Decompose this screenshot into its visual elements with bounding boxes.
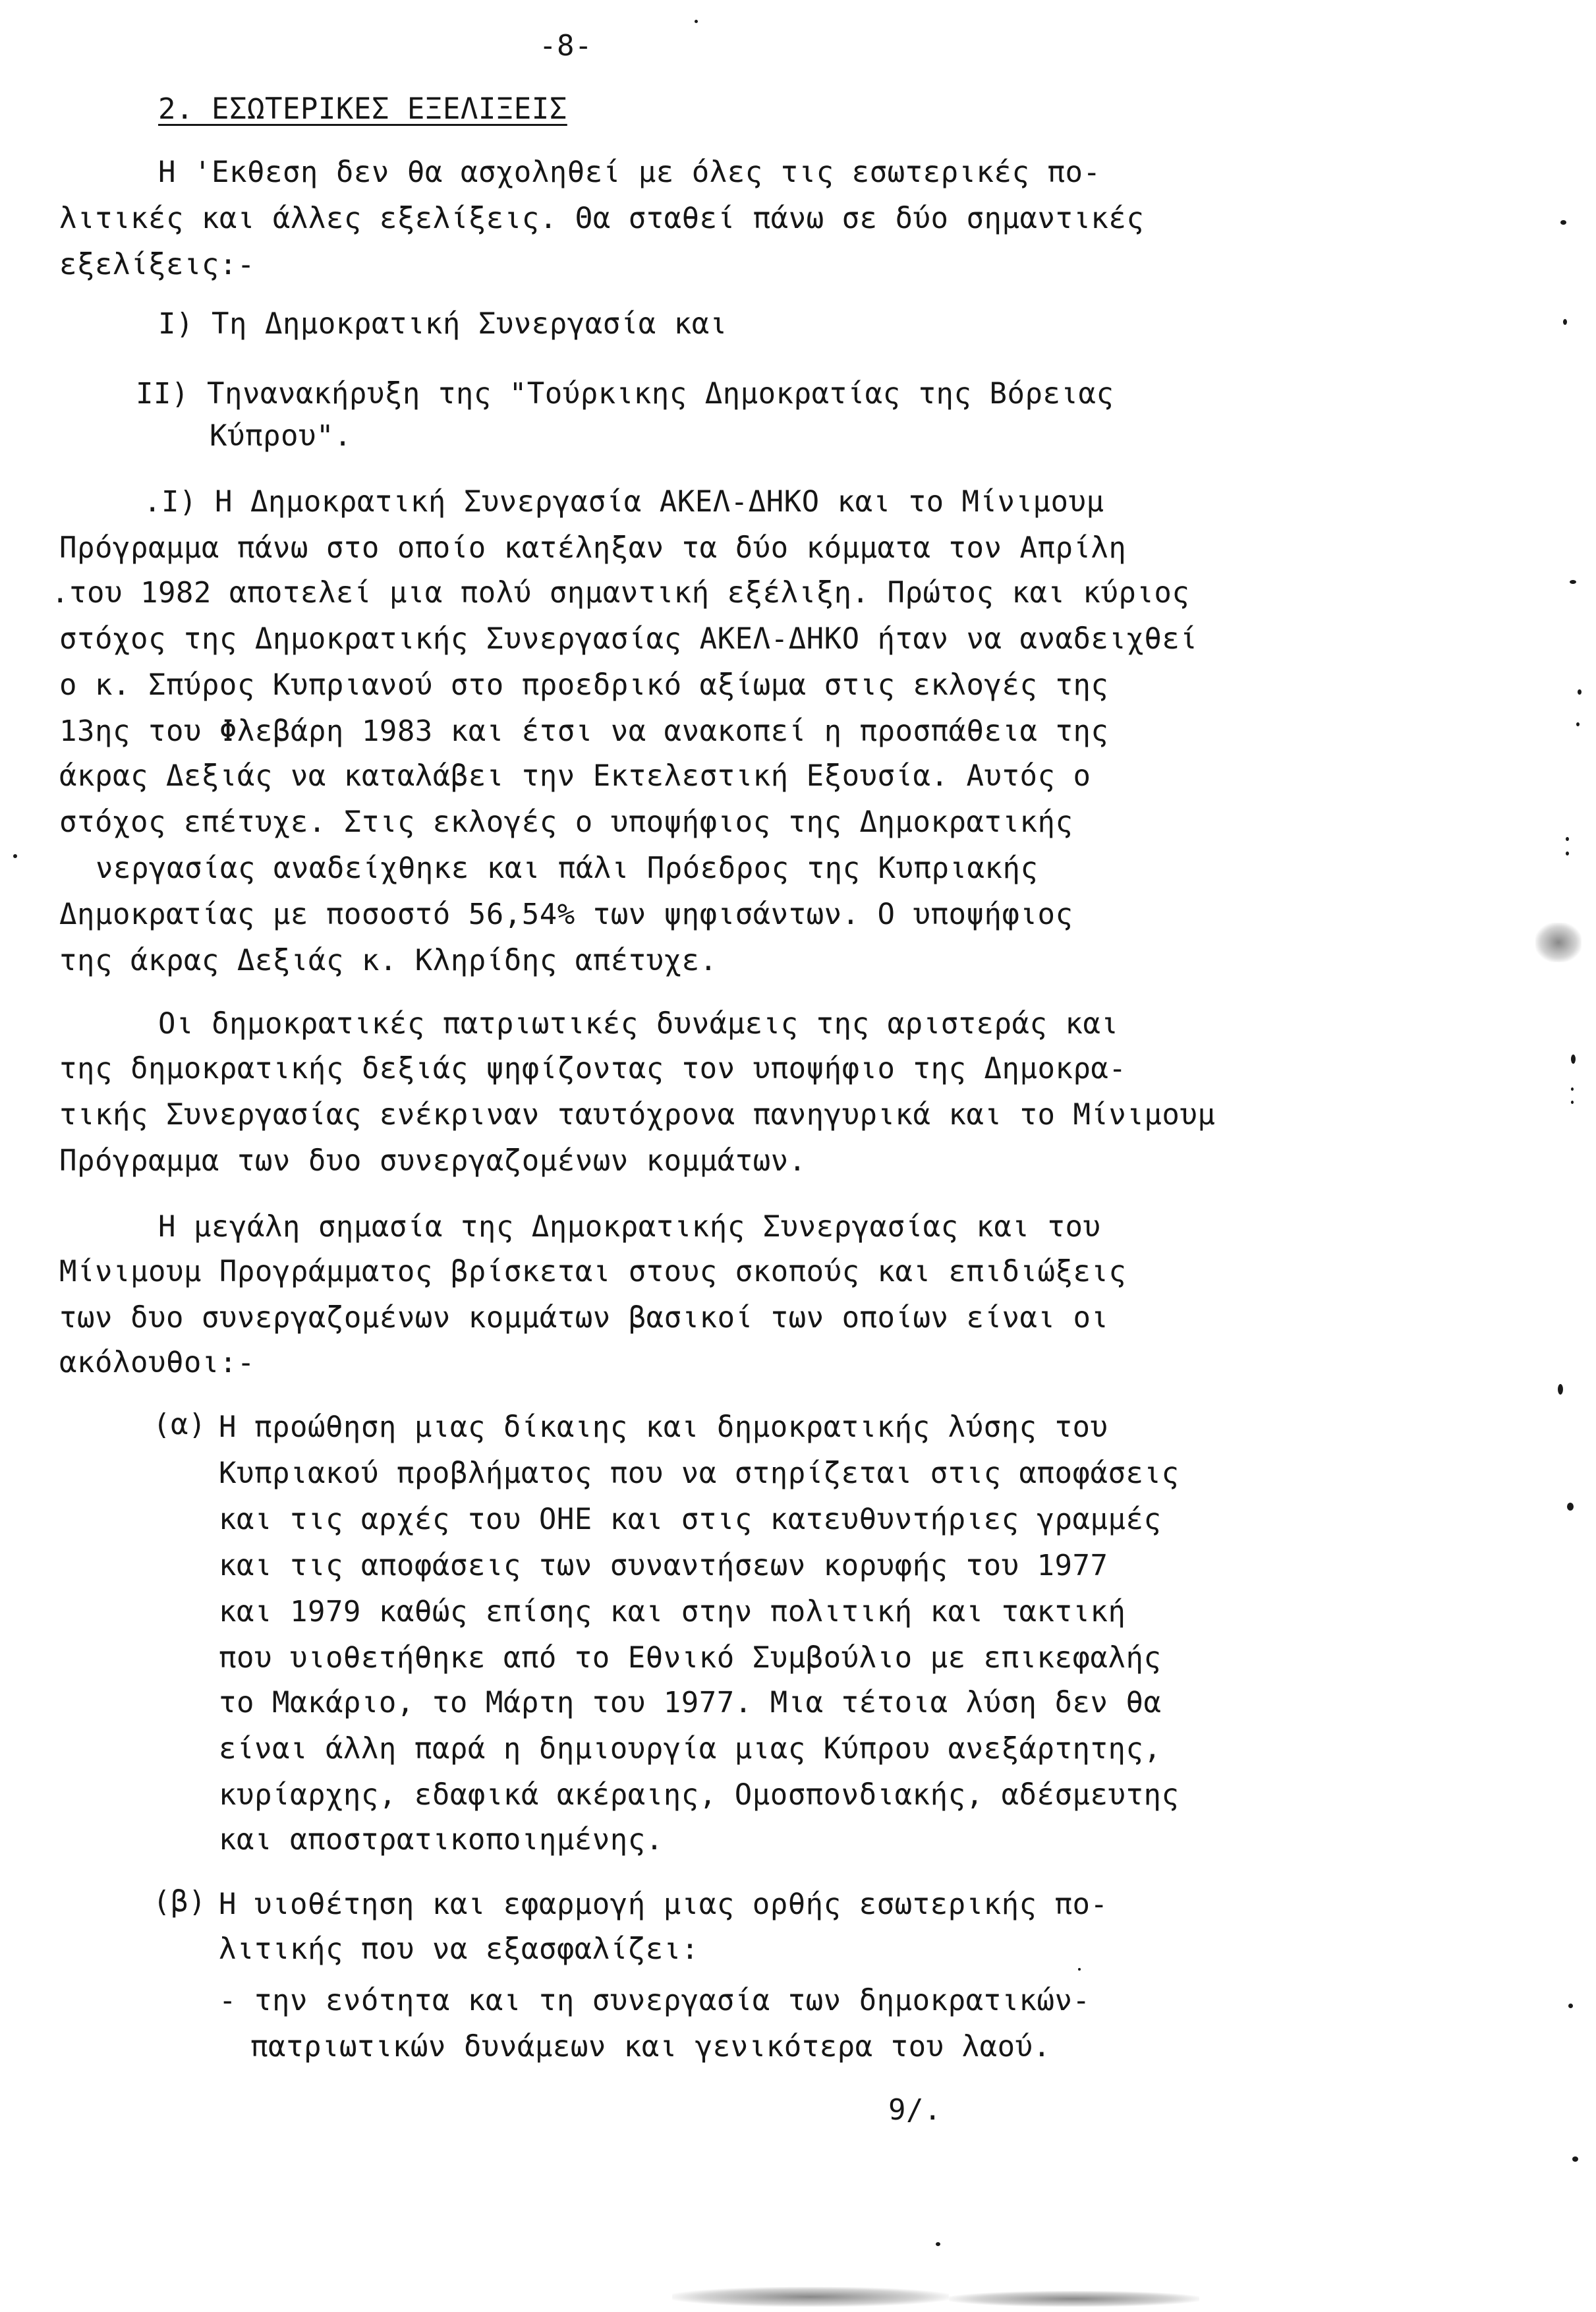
text-line: Η μεγάλη σημασία της Δημοκρατικής Συνεργασίας και του (158, 1210, 1101, 1244)
scan-speck (13, 854, 17, 858)
text-line: Οι δημοκρατικές πατριωτικές δυνάμεις της αριστεράς και (158, 1007, 1119, 1041)
scan-speck (1558, 1384, 1563, 1395)
topic-item: II) Τηνανακήρυξη της "Τούρκικης Δημοκρατίας της Βόρειας (136, 377, 1114, 411)
text-line: τικής Συνεργασίας ενέκριναν ταυτόχρονα πανηγυρικά και το Μίνιμουμ (59, 1098, 1216, 1132)
text-line: Μίνιμουμ Προγράμματος βρίσκεται στους σκοπούς και επιδιώξεις (59, 1255, 1127, 1288)
scan-speck (695, 20, 698, 23)
scan-speck (1567, 1503, 1574, 1511)
text-line: Δημοκρατίας με ποσοστό 56,54% των ψηφισάντων. Ο υποψήφιος (59, 898, 1073, 931)
scan-speck (1571, 1087, 1574, 1091)
text-line: στόχος της Δημοκρατικής Συνεργασίας ΑΚΕΛ-ΔΗΚΟ ήταν να αναδειχθεί (59, 622, 1198, 656)
list-item-line: Κυπριακού προβλήματος που να στηρίζεται στις αποφάσεις (219, 1457, 1180, 1490)
list-marker: (β) (153, 1885, 206, 1919)
text-line: Η 'Εκθεση δεν θα ασχοληθεί με όλες τις εσωτερικές πο- (158, 156, 1101, 189)
text-line: της άκρας Δεξιάς κ. Κληρίδης απέτυχε. (59, 944, 718, 977)
section-heading: 2. ΕΣΩΤΕΡΙΚΕΣ ΕΞΕΛΙΞΕΙΣ (158, 92, 567, 126)
scan-speck (1563, 319, 1567, 325)
topic-item: I) Τη Δημοκρατική Συνεργασία και (158, 307, 727, 341)
sub-item-line: - την ενότητα και τη συνεργασία των δημοκρατικών- (219, 1984, 1091, 2017)
list-item-line: το Μακάριο, το Μάρτη του 1977. Μια τέτοια λύση δεν θα (219, 1686, 1162, 1720)
scan-speck (1576, 722, 1580, 726)
page-number: -8- (539, 29, 592, 63)
scan-speck (936, 2242, 940, 2246)
text-line: της δημοκρατικής δεξιάς ψηφίζοντας τον υποψήφιο της Δημοκρα- (59, 1052, 1127, 1085)
scan-speck (1578, 689, 1582, 695)
list-item-line: Η προώθηση μιας δίκαιης και δημοκρατικής λύσης του (219, 1410, 1108, 1444)
scan-speck (1571, 1055, 1576, 1064)
list-item-line: και αποστρατικοποιημένης. (219, 1823, 664, 1857)
list-item-line: και 1979 καθώς επίσης και στην πολιτική και τακτική (219, 1595, 1126, 1629)
text-line: .I) Η Δημοκρατική Συνεργασία ΑΚΕΛ-ΔΗΚΟ και το Μίνιμουμ (144, 485, 1104, 519)
text-line: .του 1982 αποτελεί μια πολύ σημαντική εξέλιξη. Πρώτος και κύριος (51, 576, 1190, 610)
text-line: 13ης του Φλεβάρη 1983 και έτσι να ανακοπεί η προσπάθεια της (59, 714, 1109, 748)
list-item-line: λιτικής που να εξασφαλίζει: (219, 1932, 699, 1966)
scan-speck (1566, 852, 1569, 855)
text-line: λιτικές και άλλες εξελίξεις. Θα σταθεί πάνω σε δύο σημαντικές (59, 202, 1145, 235)
text-line: Πρόγραμμα των δυο συνεργαζομένων κομμάτων. (59, 1144, 807, 1178)
text-line: ακόλουθοι:- (59, 1346, 255, 1379)
list-item-line: είναι άλλη παρά η δημιουργία μιας Κύπρου ανεξάρτητης, (219, 1732, 1162, 1766)
text-line: των δυο συνεργαζομένων κομμάτων βασικοί των οποίων είναι οι (59, 1301, 1109, 1335)
list-item-line: και τις αρχές του ΟΗΕ και στις κατευθυντήριες γραμμές (219, 1503, 1162, 1536)
text-line: στόχος επέτυχε. Στις εκλογές ο υποψήφιος της Δημοκρατικής (59, 805, 1073, 839)
sub-item-line: πατριωτικών δυνάμεων και γενικότερα του λαού. (250, 2030, 1051, 2064)
text-line: ο κ. Σπύρος Κυπριανού στο προεδρικό αξίωμα στις εκλογές της (59, 668, 1109, 702)
scan-speck (1566, 837, 1569, 841)
scan-speck (1570, 580, 1576, 584)
scan-smudge (1535, 923, 1582, 962)
list-item-line: που υιοθετήθηκε από το Εθνικό Συμβούλιο με επικεφαλής (219, 1641, 1162, 1675)
text-line: νεργασίας αναδείχθηκε και πάλι Πρόεδρος της Κυπριακής (78, 852, 1039, 885)
list-item-line: Η υιοθέτηση και εφαρμογή μιας ορθής εσωτερικής πο- (219, 1888, 1108, 1921)
scan-speck (1572, 2156, 1578, 2162)
scan-smudge (949, 2291, 1199, 2307)
text-line: Πρόγραμμα πάνω στο οποίο κατέληξαν τα δύο κόμματα τον Απρίλη (59, 531, 1127, 565)
scan-speck (1560, 220, 1566, 225)
list-item-line: και τις αποφάσεις των συναντήσεων κορυφής του 1977 (219, 1549, 1108, 1582)
topic-item: Κύπρου". (210, 419, 352, 453)
text-line: άκρας Δεξιάς να καταλάβει την Εκτελεστική Εξουσία. Αυτός ο (59, 759, 1091, 793)
scan-speck (1568, 2004, 1573, 2008)
text-line: εξελίξεις:- (59, 248, 255, 281)
continuation-marker: 9/. (888, 2093, 942, 2127)
list-item-line: κυρίαρχης, εδαφικά ακέραιης, Ομοσπονδιακής, αδέσμευτης (219, 1778, 1180, 1812)
scan-speck (1571, 1101, 1574, 1104)
list-marker: (α) (153, 1408, 206, 1441)
scan-speck (1078, 1968, 1081, 1971)
scan-smudge (672, 2287, 949, 2307)
